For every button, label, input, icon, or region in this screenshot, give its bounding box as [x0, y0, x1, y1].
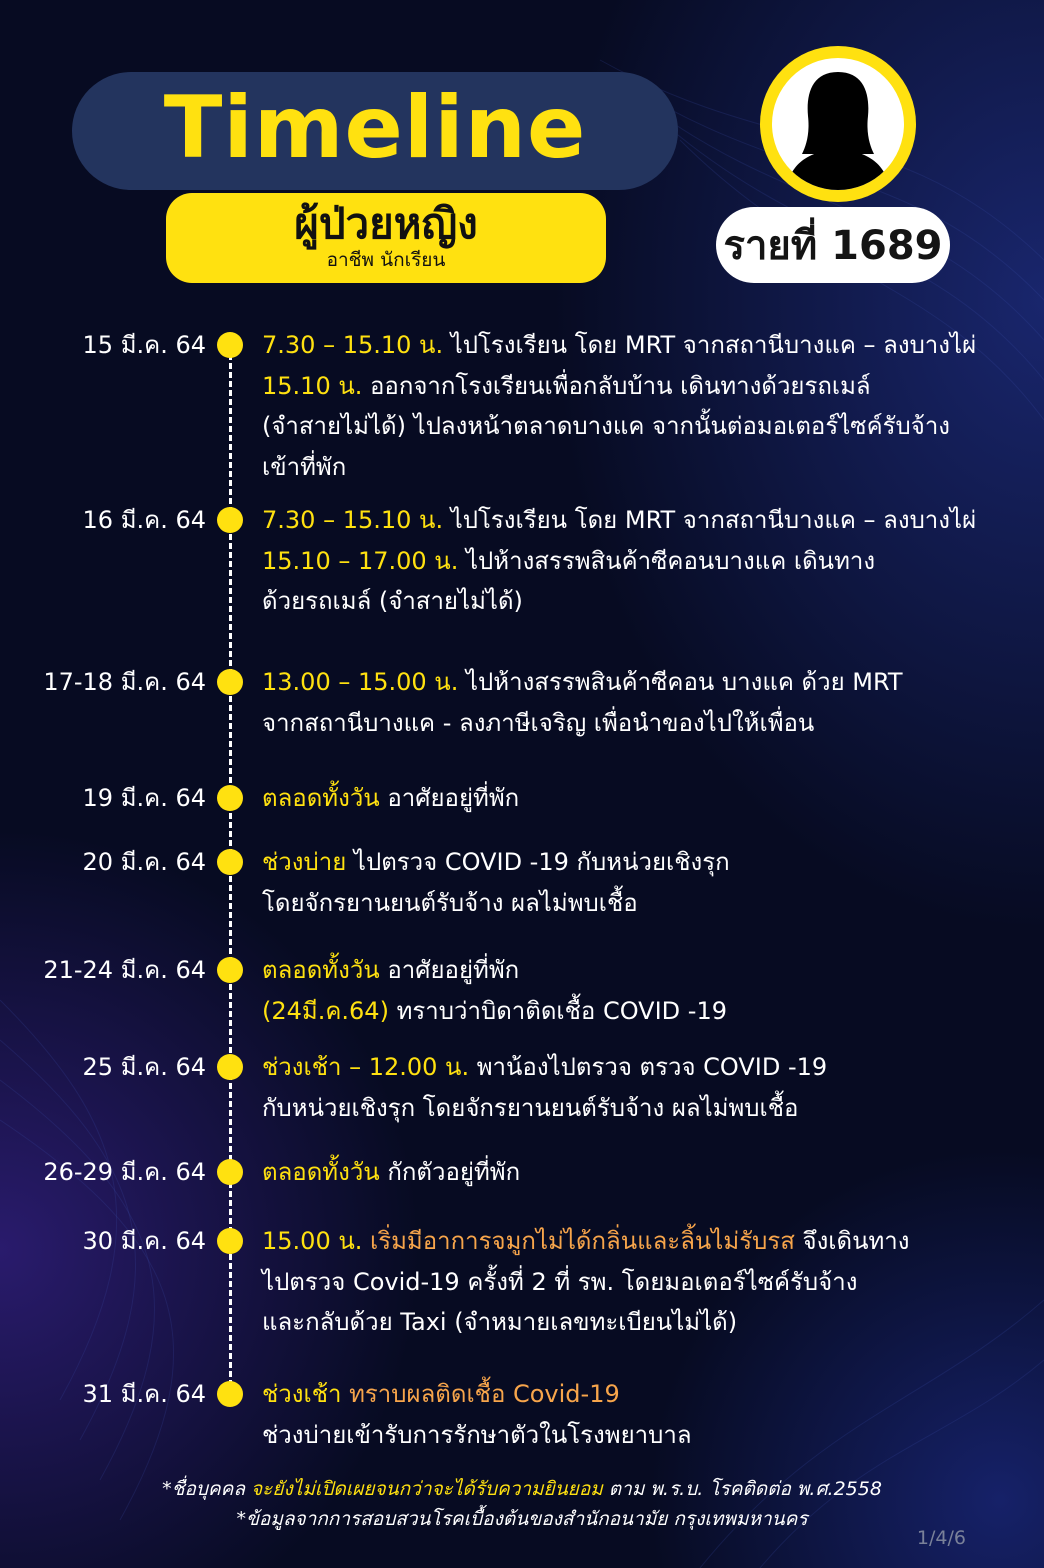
page-indicator: 1/4/6 — [916, 1527, 966, 1549]
timeline-description — [262, 1152, 1002, 1193]
timeline-description — [262, 662, 1002, 743]
timeline-description-line — [262, 581, 1002, 622]
description-text: โดยจักรยานยนต์รับจ้าง ผลไม่พบเชื้อ — [262, 888, 638, 917]
timeline-description-line — [262, 1088, 1002, 1129]
footer-text: ตาม พ.ร.บ. โรคติดต่อ พ.ศ.2558 — [602, 1478, 882, 1500]
page-title: Timeline — [163, 78, 587, 178]
highlighted-text: ช่วงเช้า – 12.00 น. — [262, 1053, 477, 1081]
highlighted-text: ตลอดทั้งวัน — [262, 956, 388, 984]
description-text: จากสถานีบางแค - ลงภาษีเจริญ เพื่อนำของไปให้เพื่อน — [262, 708, 815, 737]
description-text: ไปห้างสรรพสินค้าซีคอน บางแค ด้วย MRT — [465, 668, 903, 696]
description-text: ด้วยรถเมล์ (จำสายไม่ได้) — [262, 587, 523, 615]
timeline-date: 31 มี.ค. 64 — [82, 1380, 206, 1408]
timeline-date: 19 มี.ค. 64 — [82, 784, 206, 812]
description-text: และกลับด้วย Taxi (จำหมายเลขทะเบียนไม่ได้) — [262, 1308, 738, 1336]
timeline-dot — [217, 1228, 243, 1254]
description-text: (จำสายไม่ได้) ไปลงหน้าตลาดบางแค จากนั้นต่อมอเตอร์ไซค์รับจ้าง — [262, 412, 951, 440]
timeline-description — [262, 778, 1002, 819]
timeline-description-line — [262, 1047, 1002, 1088]
female-silhouette-icon — [772, 58, 904, 190]
timeline-description-line — [262, 662, 1002, 703]
timeline-date: 17-18 มี.ค. 64 — [43, 668, 206, 696]
timeline-description-line — [262, 1415, 1002, 1456]
highlighted-text: ตลอดทั้งวัน — [262, 784, 388, 812]
timeline-description — [262, 325, 1002, 487]
timeline-date: 15 มี.ค. 64 — [82, 331, 206, 359]
description-text: พาน้องไปตรวจ ตรวจ COVID -19 — [476, 1053, 828, 1081]
highlighted-text: 15.10 – 17.00 น. — [262, 546, 466, 575]
patient-label-banner — [166, 193, 606, 283]
description-text: อาศัยอยู่ที่พัก — [387, 784, 520, 812]
timeline-description-line — [262, 842, 1002, 883]
timeline-description — [262, 1221, 1002, 1343]
highlighted-text: 7.30 – 15.10 น. — [262, 506, 451, 534]
case-number-badge: รายที่ 1689 — [716, 207, 950, 283]
timeline-description — [262, 1374, 1002, 1455]
description-text: ไปตรวจ COVID -19 กับหน่วยเชิงรุก — [353, 848, 730, 876]
timeline-description-line — [262, 1221, 1002, 1262]
timeline-dot — [217, 1054, 243, 1080]
highlighted-text: 15.10 น. — [262, 371, 370, 400]
timeline-description — [262, 950, 1002, 1031]
highlighted-text: เริ่มมีอาการจมูกไม่ได้กลิ่นและลิ้นไม่รับรส — [370, 1227, 803, 1255]
timeline-description-line — [262, 1152, 1002, 1193]
timeline-dot — [217, 1381, 243, 1407]
footer-source: *ข้อมูลจากการสอบสวนโรคเบื้องต้นของสำนักอนามัย กรุงเทพมหานคร — [236, 1508, 808, 1530]
timeline-description-line — [262, 406, 1002, 447]
description-text: ไปโรงเรียน โดย MRT จากสถานีบางแค – ลงบางไผ่ — [450, 506, 977, 534]
highlighted-text: ช่วงบ่าย — [262, 848, 354, 876]
timeline-description-line — [262, 991, 1002, 1032]
timeline-date: 30 มี.ค. 64 — [82, 1227, 206, 1255]
footer-notes — [0, 1474, 1044, 1534]
timeline-description-line — [262, 447, 1002, 488]
timeline-description — [262, 1047, 1002, 1128]
description-text: เข้าที่พัก — [262, 452, 347, 481]
timeline-description-line — [262, 778, 1002, 819]
timeline-dot — [217, 669, 243, 695]
timeline-description-line — [262, 1374, 1002, 1415]
highlighted-text: ทราบผลติดเชื้อ Covid-19 — [349, 1380, 620, 1408]
timeline-description-line — [262, 1262, 1002, 1303]
description-text: ไปห้างสรรพสินค้าซีคอนบางแค เดินทาง — [465, 546, 876, 575]
timeline-description-line — [262, 1302, 1002, 1343]
footer-highlight-text: จะยังไม่เปิดเผยจนกว่าจะได้รับความยินยอม — [251, 1478, 603, 1500]
timeline-description-line — [262, 703, 1002, 744]
timeline-dot — [217, 957, 243, 983]
timeline-date: 16 มี.ค. 64 — [82, 506, 206, 534]
description-text: ออกจากโรงเรียนเพื่อกลับบ้าน เดินทางด้วยรถเมล์ — [370, 371, 871, 400]
timeline-description-line — [262, 541, 1002, 582]
timeline-description-line — [262, 883, 1002, 924]
timeline-dot — [217, 1159, 243, 1185]
avatar — [760, 46, 916, 202]
highlighted-text: 13.00 – 15.00 น. — [262, 668, 466, 696]
timeline-description-line — [262, 325, 1002, 366]
description-text: กักตัวอยู่ที่พัก — [387, 1158, 521, 1186]
timeline-dot — [217, 332, 243, 358]
title-banner — [72, 72, 678, 190]
highlighted-text: ตลอดทั้งวัน — [262, 1158, 388, 1186]
description-text: ช่วงบ่ายเข้ารับการรักษาตัวในโรงพยาบาล — [262, 1420, 692, 1449]
timeline-dot — [217, 785, 243, 811]
timeline-dot — [217, 849, 243, 875]
highlighted-text: 15.00 น. — [262, 1227, 370, 1255]
timeline-date: 20 มี.ค. 64 — [82, 848, 206, 876]
timeline-date: 26-29 มี.ค. 64 — [43, 1158, 206, 1186]
timeline-description — [262, 842, 1002, 923]
timeline-description-line — [262, 500, 1002, 541]
timeline-description-line — [262, 366, 1002, 407]
timeline-dot — [217, 507, 243, 533]
patient-occupation-label: อาชีพ นักเรียน — [326, 249, 446, 271]
footer-text: *ชื่อบุคคล — [162, 1478, 252, 1500]
highlighted-text: ช่วงเช้า — [262, 1380, 350, 1408]
description-text: ไปตรวจ Covid-19 ครั้งที่ 2 ที่ รพ. โดยมอเตอร์ไซค์รับจ้าง — [262, 1267, 858, 1296]
highlighted-text: 7.30 – 15.10 น. — [262, 331, 451, 359]
timeline-description — [262, 500, 1002, 622]
timeline-date: 21-24 มี.ค. 64 — [43, 956, 206, 984]
patient-gender-label: ผู้ป่วยหญิง — [294, 199, 478, 248]
footer-disclaimer — [0, 1474, 1044, 1504]
description-text: อาศัยอยู่ที่พัก — [387, 956, 520, 984]
description-text: ทราบว่าบิดาติดเชื้อ COVID -19 — [396, 996, 727, 1025]
description-text: จึงเดินทาง — [802, 1227, 910, 1255]
description-text: กับหน่วยเชิงรุก โดยจักรยานยนต์รับจ้าง ผลไม่พบเชื้อ — [262, 1093, 799, 1122]
description-text: ไปโรงเรียน โดย MRT จากสถานีบางแค – ลงบางไผ่ — [450, 331, 977, 359]
highlighted-text: (24มี.ค.64) — [262, 996, 397, 1025]
timeline-description-line — [262, 950, 1002, 991]
timeline-date: 25 มี.ค. 64 — [82, 1053, 206, 1081]
